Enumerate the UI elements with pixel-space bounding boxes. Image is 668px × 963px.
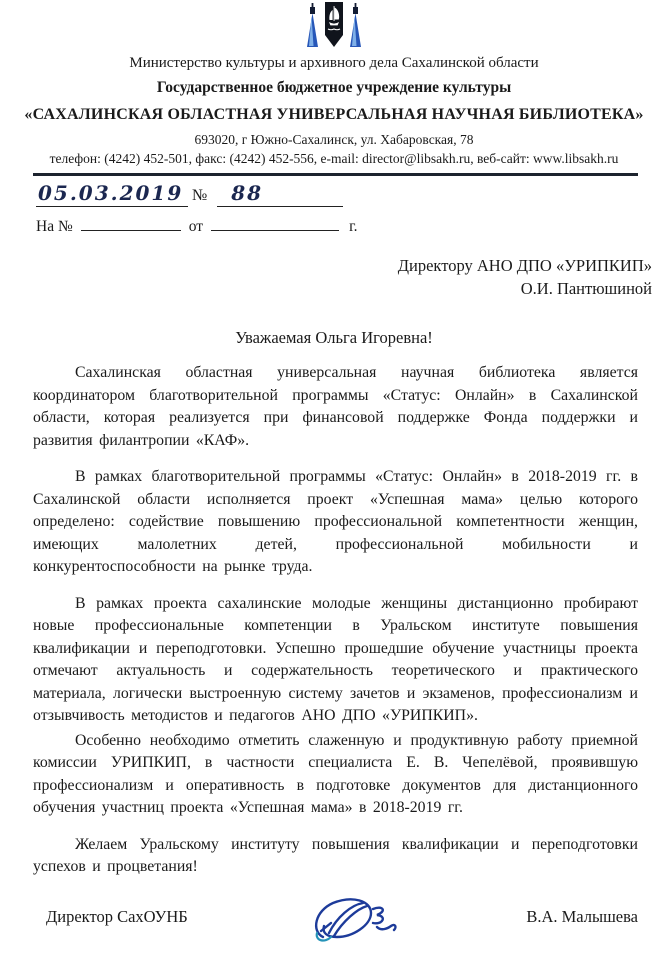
- recipient-block: [0, 254, 652, 300]
- outgoing-date-field: [36, 181, 188, 207]
- ministry-line: Министерство культуры и архивного дела Сахалинской области: [129, 55, 539, 71]
- paragraph-4: Особенно необходимо отметить слаженную и продуктивную работу приемной комиссии УРИПКИП, в частности специалиста Е. В. Чепелёвой, проявившую профессионализм и оперативность в подготовке документов для дистанционного обучения участниц проекта «Успешная мама» в 2018-2019 гг.: [33, 731, 638, 817]
- handwritten-date: 05.03.2019: [38, 181, 184, 206]
- reply-number-blank: [81, 215, 181, 231]
- recipient-position: Директору АНО ДПО «УРИПКИП»: [397, 256, 652, 276]
- recipient-name: О.И. Пантюшиной: [520, 279, 652, 299]
- coat-of-arms-icon: [0, 0, 668, 48]
- handwritten-number: 88: [231, 181, 264, 206]
- ref-row: [36, 181, 668, 207]
- paragraph-5: Желаем Уральскому институту повышения квалификации и переподготовки успехов и процветания!: [33, 835, 638, 876]
- number-sign: №: [192, 187, 208, 205]
- signature-row: [46, 907, 638, 956]
- paragraph-3: В рамках проекта сахалинские молодые женщины дистанционно пробирают новые профессиональные компетенции в Уральском институте повышения квалификации и переподготовки. Успешно прошедшие обучение участницы проекта отмечают актуальность и содержательность теоретического и практического материала, логически выстроенную систему зачетов и экзаменов, профессионализм и отзывчивость методистов и педагогов АНО ДПО «УРИПКИП».: [33, 594, 638, 725]
- paragraph-2: В рамках благотворительной программы «Статус: Онлайн» в 2018-2019 гг. в Сахалинской области исполняется проект «Успешная мама» целью которого определено: содействие повышению профессиональной компетентности женщин, имеющих малолетних детей, профессиональной мобильности и конкурентоспособности на рынке труда.: [33, 468, 638, 576]
- handwritten-signature-icon: [307, 893, 407, 956]
- address-line: 693020, г Южно-Сахалинск, ул. Хабаровская, 78: [194, 132, 474, 148]
- org-type-line: Государственное бюджетное учреждение культуры: [156, 79, 512, 97]
- letterhead-divider: [33, 173, 638, 176]
- reply-date-blank: [211, 215, 339, 231]
- reply-prefix-label: На №: [36, 218, 73, 236]
- outgoing-number-field: [217, 181, 343, 207]
- salutation: Уважаемая Ольга Игоревна!: [235, 328, 433, 348]
- contacts-line: телефон: (4242) 452-501, факс: (4242) 452-556, e-mail: director@libsakh.ru, веб-сайт: www.libsakh.ru: [49, 150, 619, 166]
- reply-year-suffix: г.: [349, 218, 358, 236]
- paragraph-1: Сахалинская областная универсальная научная библиотека является координатором благотворительной программы «Статус: Онлайн» в Сахалинской области, которая реализуется при финансовой поддержке Фонда поддержки и развития филантропии «КАФ».: [33, 364, 638, 449]
- reply-ref-row: [36, 215, 668, 236]
- org-name-line: «САХАЛИНСКАЯ ОБЛАСТНАЯ УНИВЕРСАЛЬНАЯ НАУЧНАЯ БИБЛИОТЕКА»: [24, 106, 644, 124]
- reply-from-label: от: [188, 218, 204, 236]
- signer-title: Директор СахОУНБ: [46, 906, 188, 926]
- signer-name: В.А. Малышева: [526, 906, 638, 926]
